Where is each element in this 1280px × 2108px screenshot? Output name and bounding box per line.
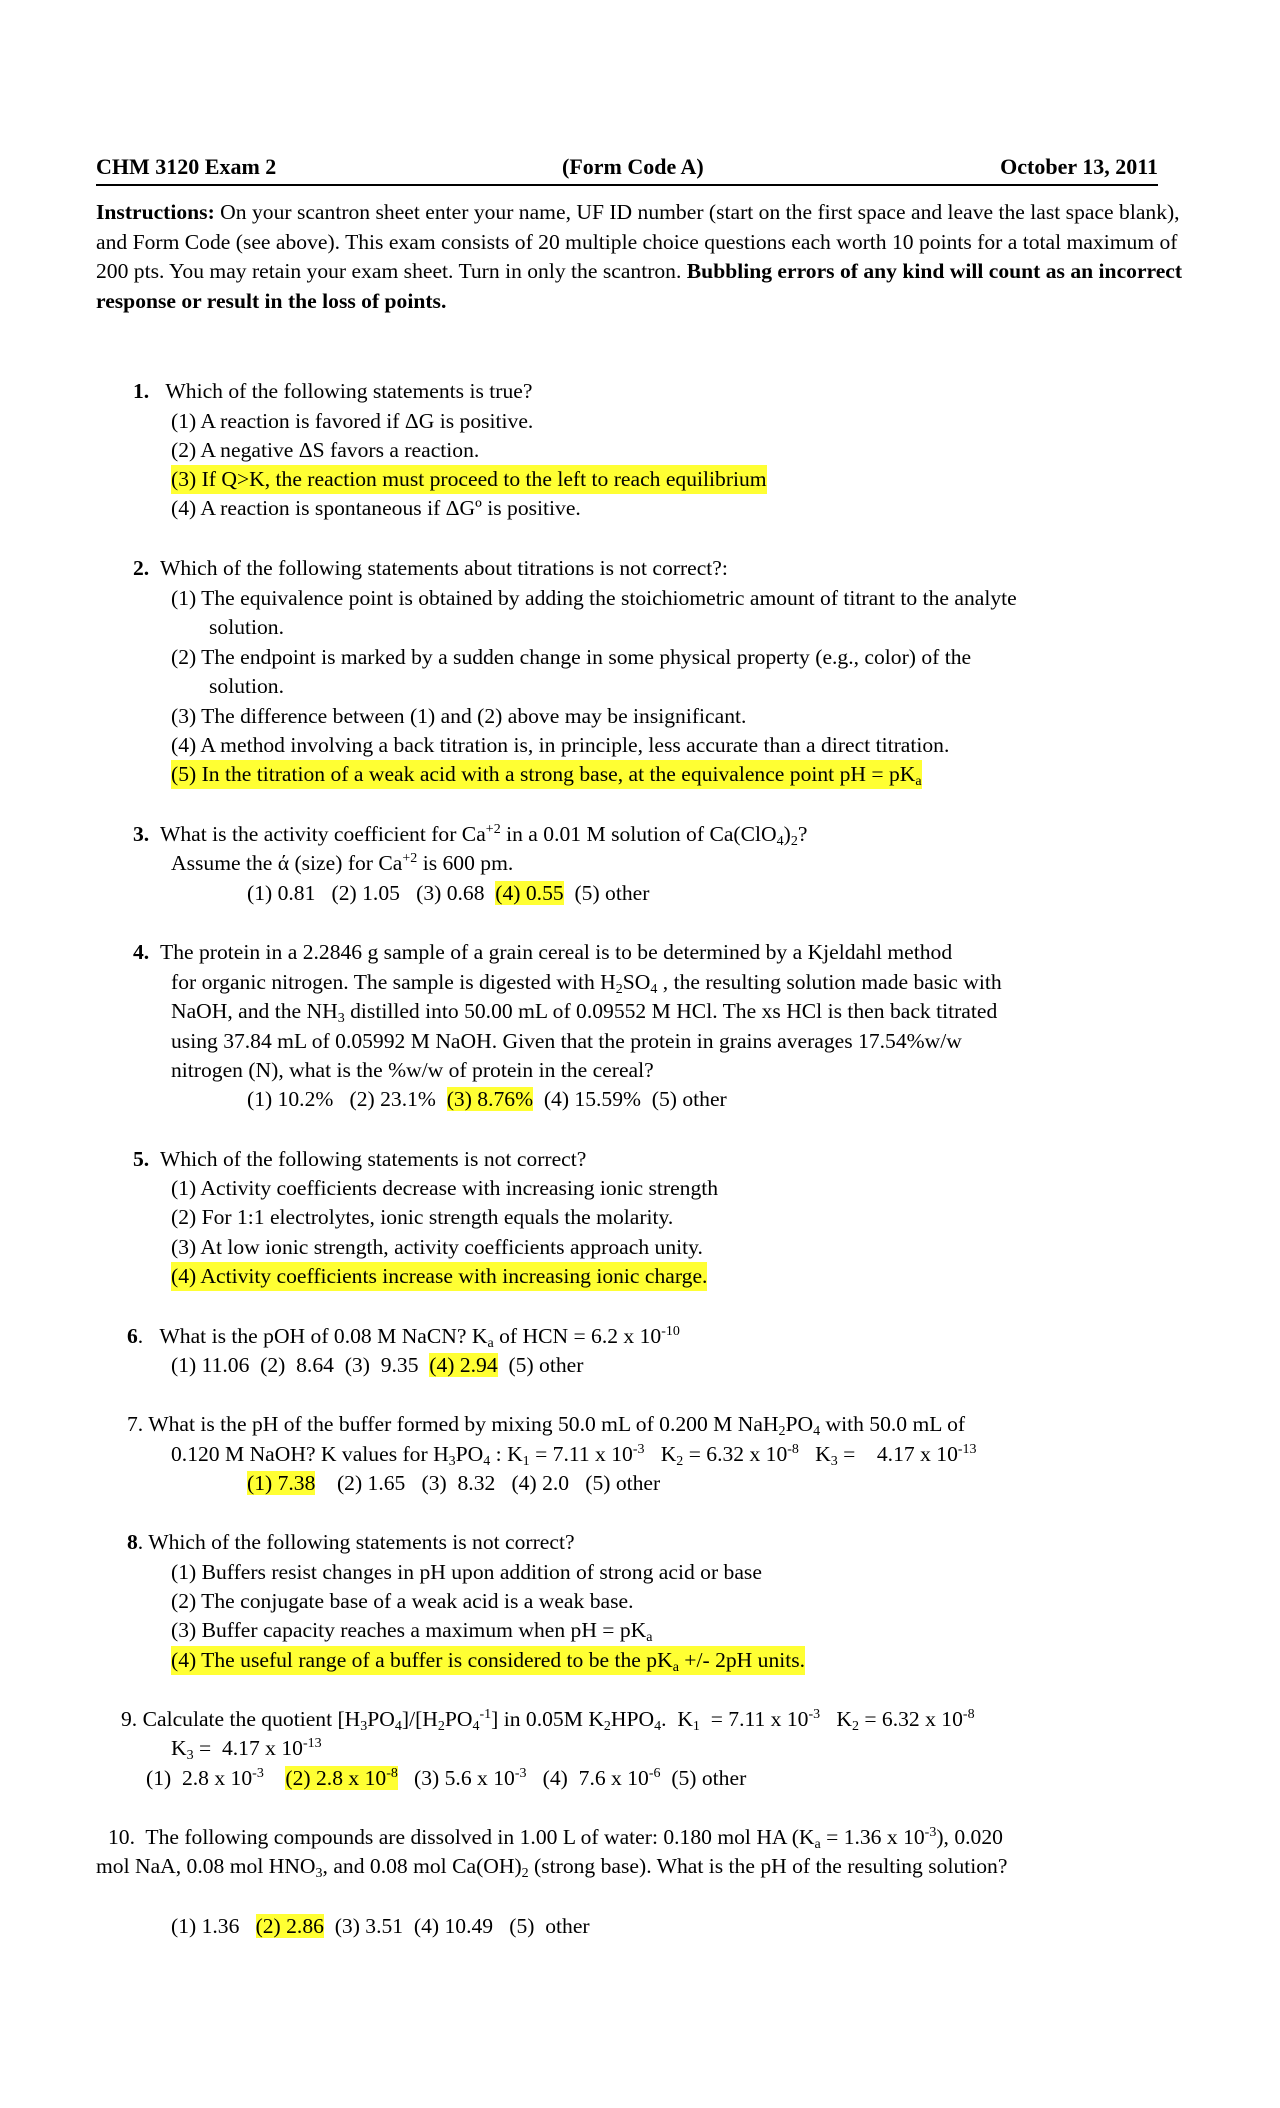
option-4: (4) A reaction is spontaneous if ΔGº is positive. — [171, 496, 581, 520]
option-1: (1) The equivalence point is obtained by adding the stoichiometric amount of titrant to the analyte — [171, 586, 1017, 610]
option-3: (3) The difference between (1) and (2) above may be insignificant. — [171, 704, 747, 728]
option-2: (2) For 1:1 electrolytes, ionic strength equals the molarity. — [171, 1205, 674, 1229]
instructions-warning: Bubbling errors of any kind will count as an incorrect response or result in the loss of points. — [96, 259, 1183, 313]
question-number: 5. — [133, 1147, 150, 1171]
question-number: 3. — [133, 822, 150, 846]
options-row: (1) 0.81 (2) 1.05 (3) 0.68 (4) 0.55 (5) other — [247, 881, 650, 905]
instructions — [96, 198, 1196, 316]
option-4-correct: (4) The useful range of a buffer is considered to be the $pK_a$ +/- 2pH units. — [171, 1648, 806, 1675]
question-stem: Which of the following statements about titrations is not correct?: — [160, 556, 728, 580]
options-row: (1) 11.06 (2) 8.64 (3) 9.35 (4) 2.94 (5) other — [171, 1353, 584, 1377]
options-row: (1) 10.2% (2) 23.1% (3) 8.76% (4) 15.59% (5) other — [247, 1087, 727, 1111]
option-3-correct: (3) 8.76% — [446, 1087, 534, 1111]
option-4: (4) A method involving a back titration is, in principle, less accurate than a direct titration. — [171, 733, 950, 757]
option-2-correct: (2) 2.86 — [255, 1914, 324, 1938]
option-2: (2) A negative ΔS favors a reaction. — [171, 438, 480, 462]
course-title: CHM 3120 Exam 2 — [96, 154, 277, 179]
question-number: 4. — [133, 940, 150, 964]
option-4-correct: (4) Activity coefficients increase with increasing ionic charge. — [171, 1262, 707, 1291]
option-1: (1) Buffers resist changes in pH upon addition of strong acid or base — [171, 1560, 762, 1584]
question-stem: Which of the following statements is true? — [165, 379, 533, 403]
exam-header — [96, 152, 1158, 186]
question-number: 1. — [133, 379, 150, 403]
question-number: 8 — [127, 1530, 138, 1554]
option-2-cont: solution. — [209, 674, 284, 698]
option-3: (3) At low ionic strength, activity coefficients approach unity. — [171, 1235, 703, 1259]
option-3: (3) Buffer capacity reaches a maximum when pH = $pK_a$ — [171, 1618, 653, 1645]
option-3-correct: (3) If Q>K, the reaction must proceed to the left to reach equilibrium — [171, 465, 767, 494]
question-number: 7. — [127, 1412, 144, 1436]
options-row: (1) 2.8 x $10^{-3}$ (2) 2.8 x $10^{-8}$ (3) 5.6 x $10^{-3}$ (4) 7.6 x $10^{-6}$ (5) other — [146, 1766, 747, 1790]
option-1: (1) A reaction is favored if ΔG is positive. — [171, 409, 534, 433]
options-row: (1) 7.38 (2) 1.65 (3) 8.32 (4) 2.0 (5) other — [247, 1471, 661, 1495]
option-1-correct: (1) 7.38 — [247, 1471, 316, 1495]
instructions-text: On your scantron sheet enter your name, UF ID number (start on the first space and leave the last space blank), and Form Code (see above). This exam consists of 20 multiple choice questions each worth 10 points for a total maximum of 200 pts. You may retain your exam sheet. Turn in only the scantron. — [96, 200, 1180, 283]
option-5-correct: (5) In the titration of a weak acid with a strong base, at the equivalence point pH = $pK_a$ — [171, 762, 922, 789]
option-2-correct: (2) 2.8 x $10^{-8}$ — [285, 1766, 398, 1790]
option-1-cont: solution. — [209, 615, 284, 639]
instructions-label: Instructions: — [96, 200, 215, 224]
option-1: (1) Activity coefficients decrease with increasing ionic strength — [171, 1176, 719, 1200]
option-4-correct: (4) 2.94 — [429, 1353, 498, 1377]
question-number: 6 — [127, 1324, 138, 1348]
option-4-correct: (4) 0.55 — [495, 881, 564, 905]
options-row: (1) 1.36 (2) 2.86 (3) 3.51 (4) 10.49 (5) other — [171, 1914, 590, 1938]
form-code: (Form Code A) — [562, 154, 704, 179]
exam-page: CHM 3120 Exam 2 (Form Code A) October 13, 2011 Instructions: On your scantron sheet enter your name, UF ID number (start on the first space and leave the last space blank), and Form Code (see above). This exam consists of 20 multiple choice questions each worth 10 points for a total maximum of 200 pts. You may retain your exam sheet. Turn in only the scantron. Bubbling errors of any kind will count as an incorrect response or result in the loss of points. 1. Which of the following statements is true? (1) A reaction is favored if ΔG is positive. (2) A negative ΔS favors a reaction. (3) If Q>K, the reaction must proceed to the left to reach equilibrium (4) A reaction is spontaneous if ΔGº is positive. 2. Which of the following statements about titrations is not correct?: (1) The equivalence point is obtained by adding the stoichiometric amount of titrant to the analyte solution. (2) The endpoint is marked by a sudden change in some physical property (e.g., color) of the solution. (3) The difference between (1) and (2) above may be insignificant. (4) A method involving a back titration is, in principle, less accurate than a direct titration. (5) In the titration of a weak acid with a strong base, at the equivalence point pH = $pK_a$ 3. What is the activity coefficient for $Ca^{+2}$ in a 0.01 M solution of $Ca(ClO_4)_2$? Assume the ά (size) for $Ca^{+2}$ is 600 pm. (1) 0.81 (2) 1.05 (3) 0.68 (4) 0.55 (5) other 4. The protein in a 2.2846 g sample of a grain cereal is to be determined by a Kjeldahl method for organic nitrogen. The sample is digested with $H_2SO_4$ , the resulting solution made basic with NaOH, and the $NH_3$ distilled into 50.00 mL of 0.09552 M HCl. The xs HCl is then back titrated using 37.84 mL of 0.05992 M NaOH. Given that the protein in grains averages 17.54%w/w nitrogen (N), what is the %w/w of protein in the cereal? (1) 10.2% (2) 23.1% (3) 8.76% (4) 15.59% (5) other 5. Which of the following statements is not correct? (1) Activity coefficients decrease with increasing ionic strength (2) For 1:1 electrolytes, ionic strength equals the molarity. (3) At low ionic strength, activity coefficients approach unity. (4) Activity coefficients increase with increasing ionic charge. 6. What is the pOH of 0.08 M NaCN? $K_a$ of HCN = 6.2 x $10^{-10}$ (1) 11.06 (2) 8.64 (3) 9.35 (4) 2.94 (5) other 7. What is the pH of the buffer formed by mixing 50.0 mL of 0.200 M $NaH_2PO_4$ with 50.0 mL of 0.120 M NaOH? K values for $H_3PO_4$ : $K_1 = 7.11$ x $10^{-3}$ $K_2 = 6.32$ x $10^{-8}$ $K_3$ = 4.17 x $10^{-13}$ (1) 7.38 (2) 1.65 (3) 8.32 (4) 2.0 (5) other 8. Which of the following statements is not correct? (1) Buffers resist changes in pH upon addition of strong acid or base (2) The conjugate base of a weak acid is a weak base. (3) Buffer capacity reaches a maximum when pH = $pK_a$ (4) The useful range of a buffer is considered to be the $pK_a$ +/- 2pH units. 9. Calculate the quotient $[H_3PO_4]/[H_2PO_4^{-1}]$ in 0.05M $K_2HPO_4$. $K_1 = 7.11$ x $10^{-3}$ $K_2 = 6.32$ x $10^{-8}$ $K_3 = 4.17$ x $10^{-13}$ (1) 2.8 x $10^{-3}$ (2) 2.8 x $10^{-8}$ (3) 5.6 x $10^{-3}$ (4) 7.6 x $10^{-6}$ (5) other 10. The following compounds are dissolved in 1.00 L of water: 0.180 mol HA ($K_a = 1.36$ x $10^{-3}$), 0.020 mol NaA, 0.08 mol $HNO_3$, and 0.08 mol $Ca(OH)_2$ (strong base). What is the pH of the resulting solution? (1) 1.36 (2) 2.86 (3) 3.51 (4) 10.49 (5) other — [0, 0, 1280, 2108]
exam-date: October 13, 2011 — [1000, 154, 1158, 179]
option-2: (2) The conjugate base of a weak acid is a weak base. — [171, 1589, 634, 1613]
question-number: 2. — [133, 556, 150, 580]
option-2: (2) The endpoint is marked by a sudden change in some physical property (e.g., color) of the — [171, 645, 972, 669]
